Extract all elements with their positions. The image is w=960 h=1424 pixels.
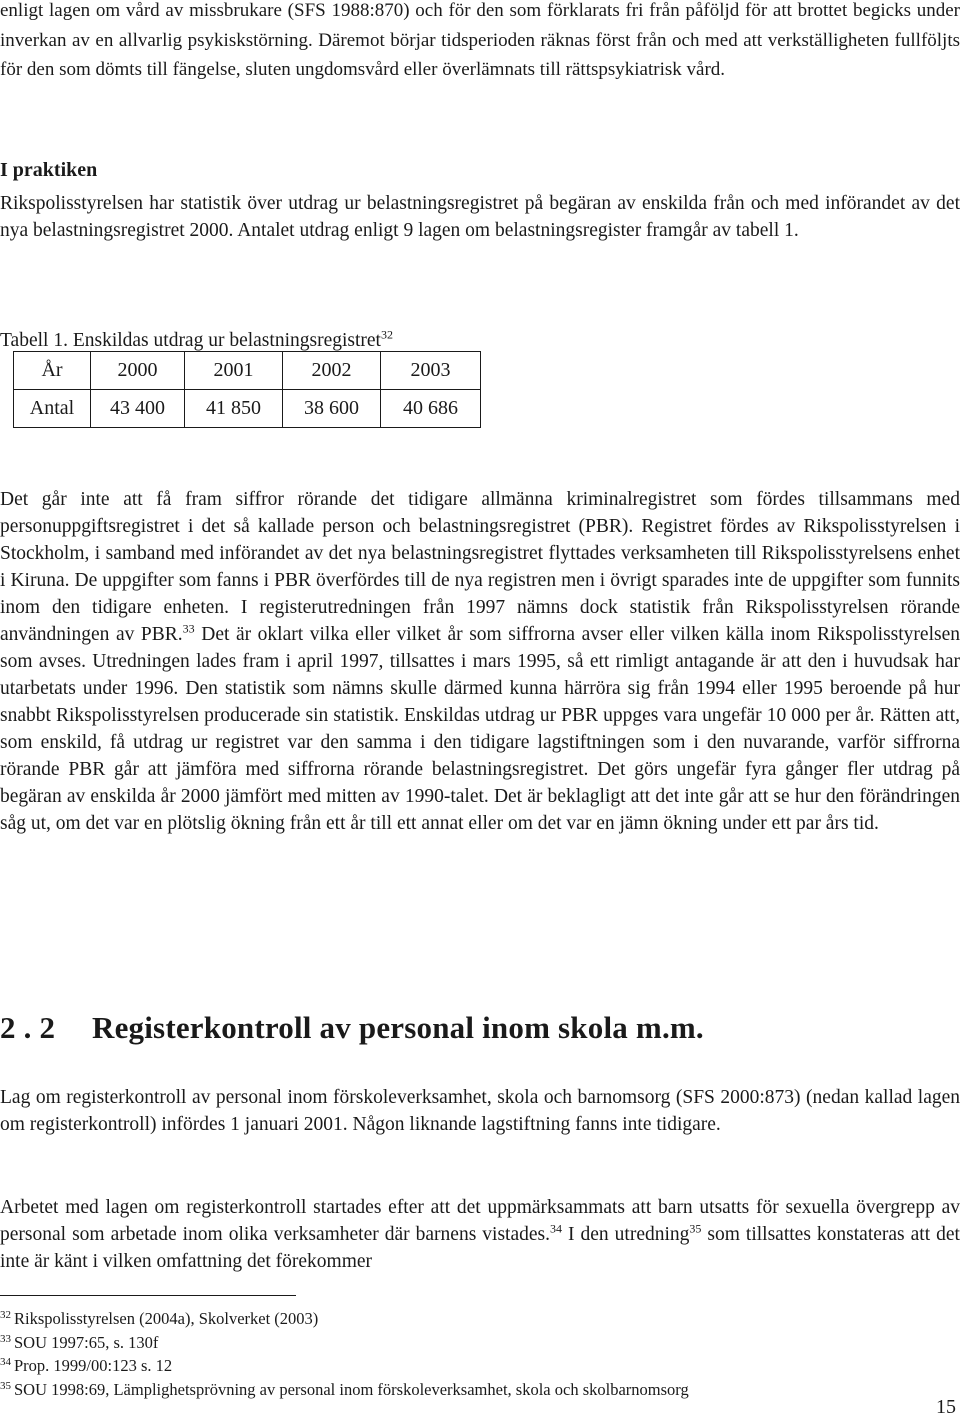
footnote-divider (0, 1295, 296, 1296)
table-cell: 2003 (381, 352, 481, 390)
footnote-mark: 33 (0, 1332, 11, 1345)
table-cell: 38 600 (283, 390, 381, 428)
footnote-text: SOU 1997:65, s. 130f (14, 1333, 159, 1352)
footnote-ref-35: 35 (689, 1221, 702, 1236)
pbr-text-2: Det är oklart vilka eller vilket år som siffrorna avser eller vilken källa inom Rikspolisstyrelsen som avses. Utredningen lades fram i april 1997, tillsattes i mars 1995, så ett rimligt antagande är att den i huvudsak har utarbetats under 1996. Den statistik som nämns skulle därmed kunna härröra sig från 1994 eller 1995 beroende på hur snabbt Rikspolisstyrelsen producerade sin statistik. Enskildas utdrag ur PBR uppges vara ungefär 10 000 per år. Rätten att, som enskild, få utdrag ur registret var den samma i den tidigare lagstiftningen som i den nuvarande, varför siffrorna rörande PBR går att jämföra med siffrorna rörande belastningsregistret. Det görs ungefär fyra gånger fler utdrag på begäran av enskilda år 2000 jämfört med mitten av 1990-talet. Det är beklagligt att det inte går att se hur den förändringen såg ut, om det var en plötslig ökning från ett år till ett annat eller om det var en jämn ökning under ett par års tid. (0, 624, 960, 834)
table-cell: 2002 (283, 352, 381, 390)
pbr-paragraph (0, 486, 960, 837)
footnote-33 (0, 1333, 158, 1353)
table-row (14, 352, 481, 390)
table-caption-text: Tabell 1. Enskildas utdrag ur belastningsregistret (0, 330, 381, 351)
footnote-ref-32: 32 (380, 327, 393, 342)
section-number: 2 . 2 (0, 1010, 56, 1045)
subheading-i-praktiken: I praktiken (0, 159, 98, 181)
footnote-mark: 32 (0, 1308, 11, 1321)
statistics-table (13, 351, 481, 428)
page-number: 15 (936, 1396, 956, 1418)
footnote-mark: 34 (0, 1355, 11, 1368)
table-cell: År (14, 352, 91, 390)
table-cell: 40 686 (381, 390, 481, 428)
arbetet-text-2: I den utredning (562, 1224, 690, 1245)
table-cell: 2000 (91, 352, 185, 390)
table-cell: 43 400 (91, 390, 185, 428)
footnote-text: Prop. 1999/00:123 s. 12 (14, 1356, 173, 1375)
table-cell: 41 850 (185, 390, 283, 428)
table-row (14, 390, 481, 428)
footnote-ref-34: 34 (550, 1221, 562, 1236)
footnote-text: Rikspolisstyrelsen (2004a), Skolverket (2003) (14, 1309, 319, 1328)
section-title: Registerkontroll av personal inom skola m.m. (92, 1010, 704, 1045)
footnote-ref-33: 33 (182, 621, 195, 636)
pbr-text-1: Det går inte att få fram siffror rörande det tidigare allmänna kriminalregistret som fördes tillsammans med personuppgiftsregistret i det så kallade person och belastningsregistret (PBR). Registret fördes av Rikspolisstyrelsen i Stockholm, i samband med införandet av det nya belastningsregistret flyttades verksamheten till Rikspolisstyrelsens enhet i Kiruna. De uppgifter som fanns i PBR överfördes till de nya registren men i övrigt sparades inte de uppgifter som funnits inom den tidigare enheten. I registerutredningen från 1997 nämns dock statistik från Rikspolisstyrelsen rörande användningen av PBR. (0, 489, 960, 645)
footnote-35 (0, 1380, 689, 1400)
footnote-32 (0, 1309, 318, 1329)
arbetet-text-1: Arbetet med lagen om registerkontroll startades efter att det uppmärksammats att barn utsatts för sexuella övergrepp av personal som arbetade inom olika verksamheter där barnens vistades. (0, 1197, 960, 1245)
table-cell: 2001 (185, 352, 283, 390)
footnote-34 (0, 1356, 172, 1376)
footnote-text: SOU 1998:69, Lämplighetsprövning av personal inom förskoleverksamhet, skola och skolbarnomsorg (14, 1380, 689, 1399)
lag-paragraph: Lag om registerkontroll av personal inom förskoleverksamhet, skola och barnomsorg (SFS 2000:873) (nedan kallad lagen om registerkontroll) infördes 1 januari 2001. Någon liknande lagstiftning fanns inte tidigare. (0, 1087, 960, 1135)
praktiken-paragraph: Rikspolisstyrelsen har statistik över utdrag ur belastningsregistret på begäran av enskilda från och med införandet av det nya belastningsregistret 2000. Antalet utdrag enligt 9 lagen om belastningsregister framgår av tabell 1. (0, 193, 960, 241)
footnote-mark: 35 (0, 1379, 11, 1392)
table-cell: Antal (14, 390, 91, 428)
arbetet-paragraph (0, 1194, 960, 1275)
intro-paragraph: enligt lagen om vård av missbrukare (SFS 1988:870) och för den som förklarats fri från påföljd för att brottet begicks under inverkan av en allvarlig psykiskstörning. Däremot börjar tidsperioden räknas först från och med att verkställigheten fullföljts för den som dömts till fängelse, sluten ungdomsvård eller överlämnats till rättspsykiatrisk vård. (0, 0, 960, 80)
section-heading (0, 1010, 704, 1046)
table-caption (0, 327, 393, 352)
arbetet-text-3: som tillsattes konstateras att det inte är känt i vilken omfattning det förekommer (0, 1224, 960, 1272)
